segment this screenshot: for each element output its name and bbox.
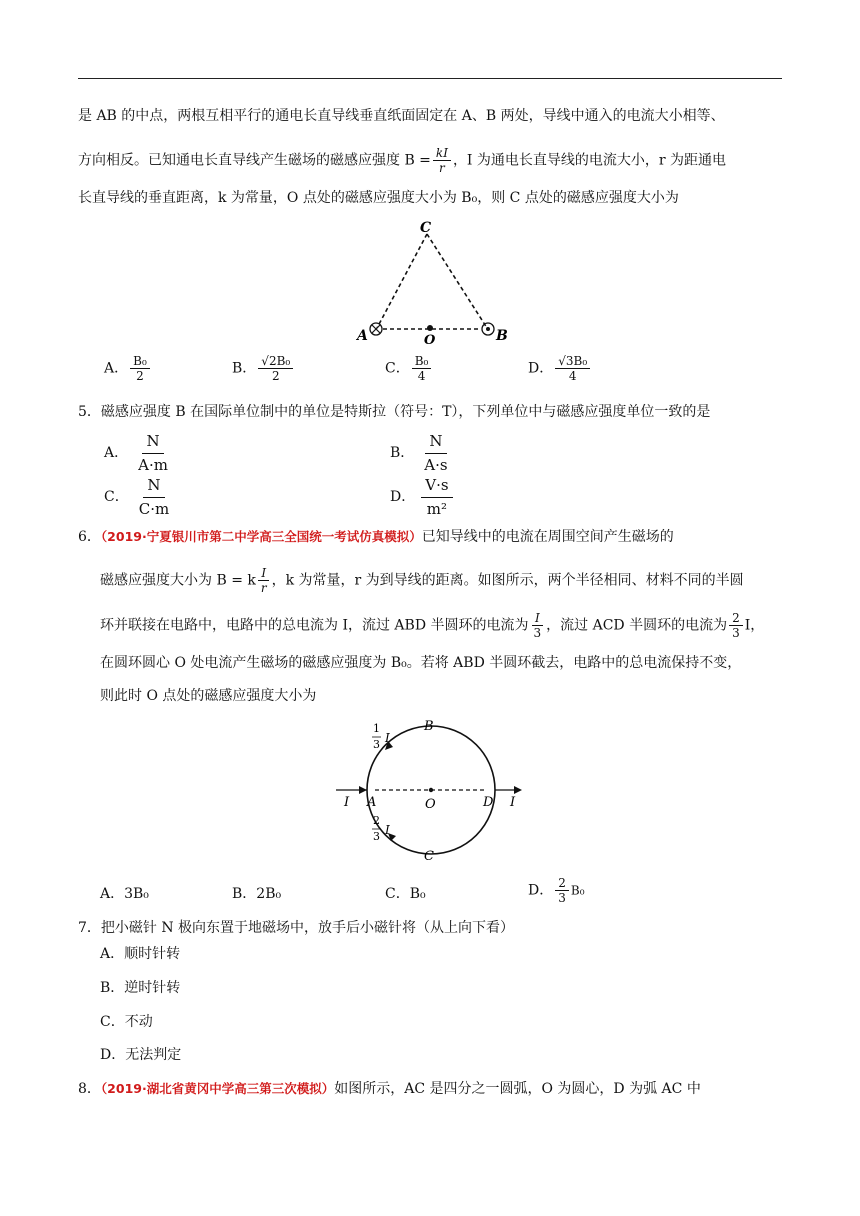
q6-line-5: 则此时 O 点处的磁感应强度大小为 — [100, 688, 317, 704]
q6-line-4: 在圆环圆心 O 处电流产生磁场的磁感应强度为 B₀。若将 ABD 半圆环截去，电路中的总电流保持不变， — [100, 655, 742, 671]
q6-option-a[interactable]: A．3B₀ — [100, 886, 149, 902]
q5-option-d[interactable]: D． $\frac{V\cdot s}{\text{m²}}$ — [390, 477, 453, 517]
q6-option-d[interactable]: D． $\frac{2}{3}$ B₀ — [528, 876, 585, 905]
q6-line-1: 6．（2019·宁夏银川市第二中学高三全国统一考试仿真模拟）已知导线中的电流在周围空间产生磁场的 — [78, 529, 674, 545]
q4-line-3: 长直导线的垂直距离，k 为常量，O 点处的磁感应强度大小为 B₀，则 C 点处的磁感应强度大小为 — [78, 190, 679, 206]
q4-option-c[interactable]: C． $\frac{\text{B₀}}{4}$ — [385, 354, 433, 383]
q4-line-2: 方向相反。已知通电长直导线产生磁场的磁感应强度 B = $\frac{kI}{r}$ ，I 为通电长直导线的电流大小，r 为距通电 — [78, 146, 727, 175]
q7-option-c[interactable]: C．不动 — [100, 1014, 153, 1030]
label-D: D — [483, 795, 494, 810]
label-I-in: I — [344, 795, 350, 810]
arrow-in-icon — [359, 786, 367, 794]
q5-option-b[interactable]: B． $\frac{N}{A\cdot s}$ — [390, 432, 448, 474]
svg-text:3: 3 — [373, 738, 380, 751]
svg-text:I: I — [385, 823, 390, 837]
q4-option-b[interactable]: B． $\frac{\text{√2B₀}}{2}$ — [232, 354, 295, 383]
label-O: O — [424, 333, 436, 344]
arrow-out-icon — [514, 786, 522, 794]
label-I-out: I — [510, 795, 516, 810]
q8-stem: 8．（2019·湖北省黄冈中学高三第三次模拟）如图所示，AC 是四分之一圆弧，O 为圆心，D 为弧 AC 中 — [78, 1081, 701, 1097]
svg-text:2: 2 — [373, 814, 380, 827]
q7-option-a[interactable]: A．顺时针转 — [100, 946, 181, 962]
q6-option-b[interactable]: B．2B₀ — [232, 886, 282, 902]
q6-ring-figure — [330, 710, 530, 870]
formula-fraction: $\frac{kI}{r}$ — [433, 146, 451, 175]
q4-triangle-figure — [350, 216, 510, 344]
q5-option-c[interactable]: C． $\frac{N}{C\cdot m}$ — [104, 476, 170, 518]
q4-option-d[interactable]: D． $\frac{\text{√3B₀}}{4}$ — [528, 354, 592, 383]
svg-text:3: 3 — [373, 830, 380, 843]
q8-source: （2019·湖北省黄冈中学高三第三次模拟） — [100, 1081, 335, 1096]
label-C: C — [424, 849, 434, 864]
q6-source: （2019·宁夏银川市第二中学高三全国统一考试仿真模拟） — [100, 529, 422, 544]
q7-option-b[interactable]: B．逆时针转 — [100, 980, 181, 996]
q6-line-3: 环并联接在电路中，电路中的总电流为 I，流过 ABD 半圆环的电流为 $\frac{I}{3}$ ，流过 ACD 半圆环的电流为 $\frac{2}{3}$ I， — [100, 611, 765, 640]
q4-line-1: 是 AB 的中点，两根互相平行的通电长直导线垂直纸面固定在 A、B 两处，导线中通入的电流大小相等、 — [78, 108, 725, 124]
label-A: A — [357, 328, 368, 344]
header-rule — [78, 78, 782, 79]
svg-text:1: 1 — [373, 722, 380, 735]
label-B: B — [424, 719, 434, 734]
q5-option-a[interactable]: A． $\frac{N}{A\cdot m}$ — [104, 432, 168, 474]
q5-stem: 5．磁感应强度 B 在国际单位制中的单位是特斯拉（符号：T），下列单位中与磁感应强度单位一致的是 — [78, 404, 711, 420]
q6-option-c[interactable]: C．B₀ — [385, 886, 426, 902]
q4-option-a[interactable]: A． $\frac{\text{B₀}}{2}$ — [104, 354, 152, 383]
svg-text:I: I — [385, 731, 390, 745]
label-C: C — [420, 220, 432, 236]
q7-stem: 7．把小磁针 N 极向东置于地磁场中，放手后小磁针将（从上向下看） — [78, 920, 515, 936]
q7-option-d[interactable]: D．无法判定 — [100, 1047, 182, 1063]
label-O: O — [425, 797, 436, 812]
label-A: A — [367, 795, 377, 810]
label-B: B — [496, 328, 508, 344]
q6-line-2: 磁感应强度大小为 B = k $\frac{I}{r}$ ，k 为常量，r 为到导线的距离。如图所示，两个半径相同、材料不同的半圆 — [100, 566, 744, 595]
